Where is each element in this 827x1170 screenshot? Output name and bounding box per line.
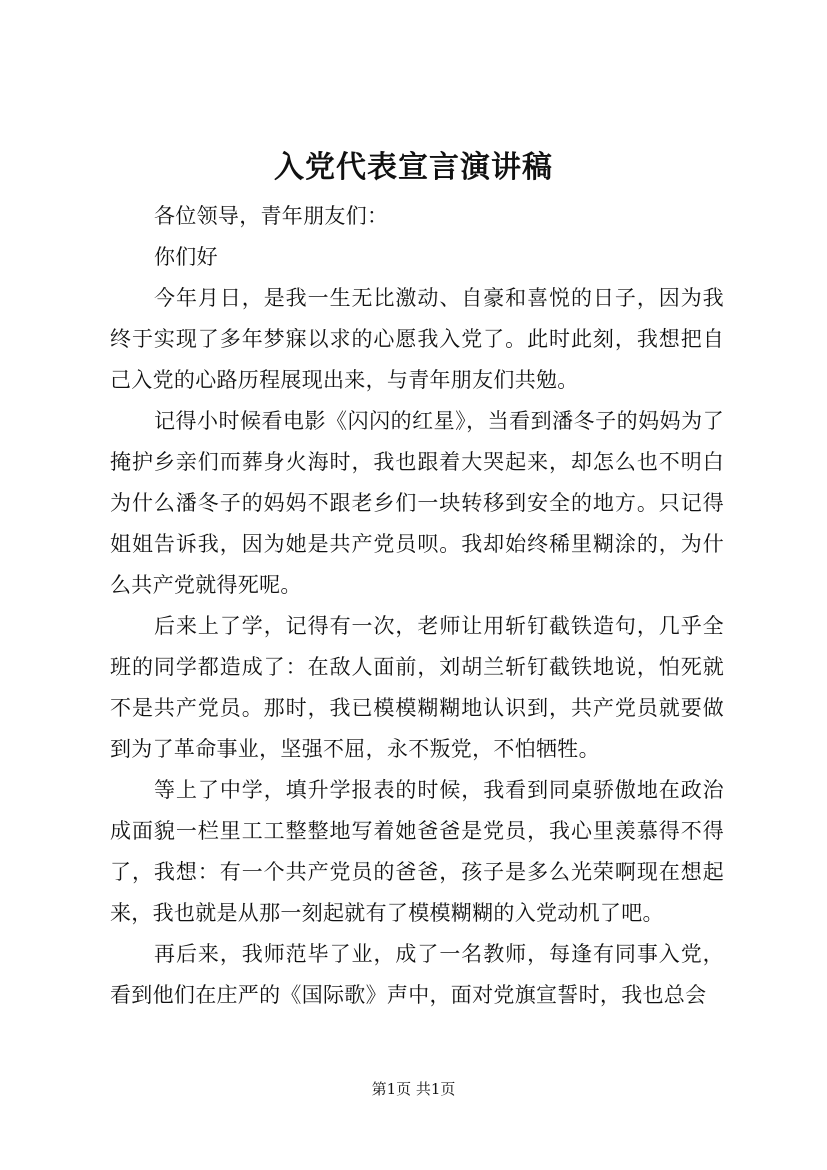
- paragraph: 等上了中学，填升学报表的时候，我看到同桌骄傲地在政治成面貌一栏里工工整整地写着她爸爸是党员，我心里羡慕得不得了，我想：有一个共产党员的爸爸，孩子是多么光荣啊现在想起来，我也就是从那一刻起就有了模模糊糊的入党动机了吧。: [110, 778, 724, 925]
- paragraph-greeting: 你们好: [154, 245, 218, 269]
- paragraph: 今年月日，是我一生无比激动、自豪和喜悦的日子，因为我终于实现了多年梦寐以求的心愿我入党了。此时此刻，我想把自己入党的心路历程展现出来，与青年朋友们共勉。: [110, 286, 724, 392]
- page-footer: 第1页 共1页: [371, 1080, 456, 1098]
- paragraph-salutation: 各位领导，青年朋友们：: [154, 204, 389, 228]
- paragraph: 记得小时候看电影《闪闪的红星》，当看到潘冬子的妈妈为了掩护乡亲们而葬身火海时，我也跟着大哭起来，却怎么也不明白为什么潘冬子的妈妈不跟老乡们一块转移到安全的地方。只记得姐姐告诉我，因为她是共产党员呗。我却始终稀里糊涂的，为什么共产党就得死呢。: [110, 409, 724, 597]
- paragraph: 后来上了学，记得有一次，老师让用斩钉截铁造句，几乎全班的同学都造成了：在敌人面前，刘胡兰斩钉截铁地说，怕死就不是共产党员。那时，我已模模糊糊地认识到，共产党员就要做到为了革命事业，坚强不屈，永不叛党，不怕牺牲。: [110, 614, 724, 761]
- paragraph: 再后来，我师范毕了业，成了一名教师，每逢有同事入党，看到他们在庄严的《国际歌》声中，面对党旗宣誓时，我也总会: [110, 942, 724, 1007]
- document-title: 入党代表宣言演讲稿: [274, 150, 553, 185]
- document-body: [110, 196, 724, 1016]
